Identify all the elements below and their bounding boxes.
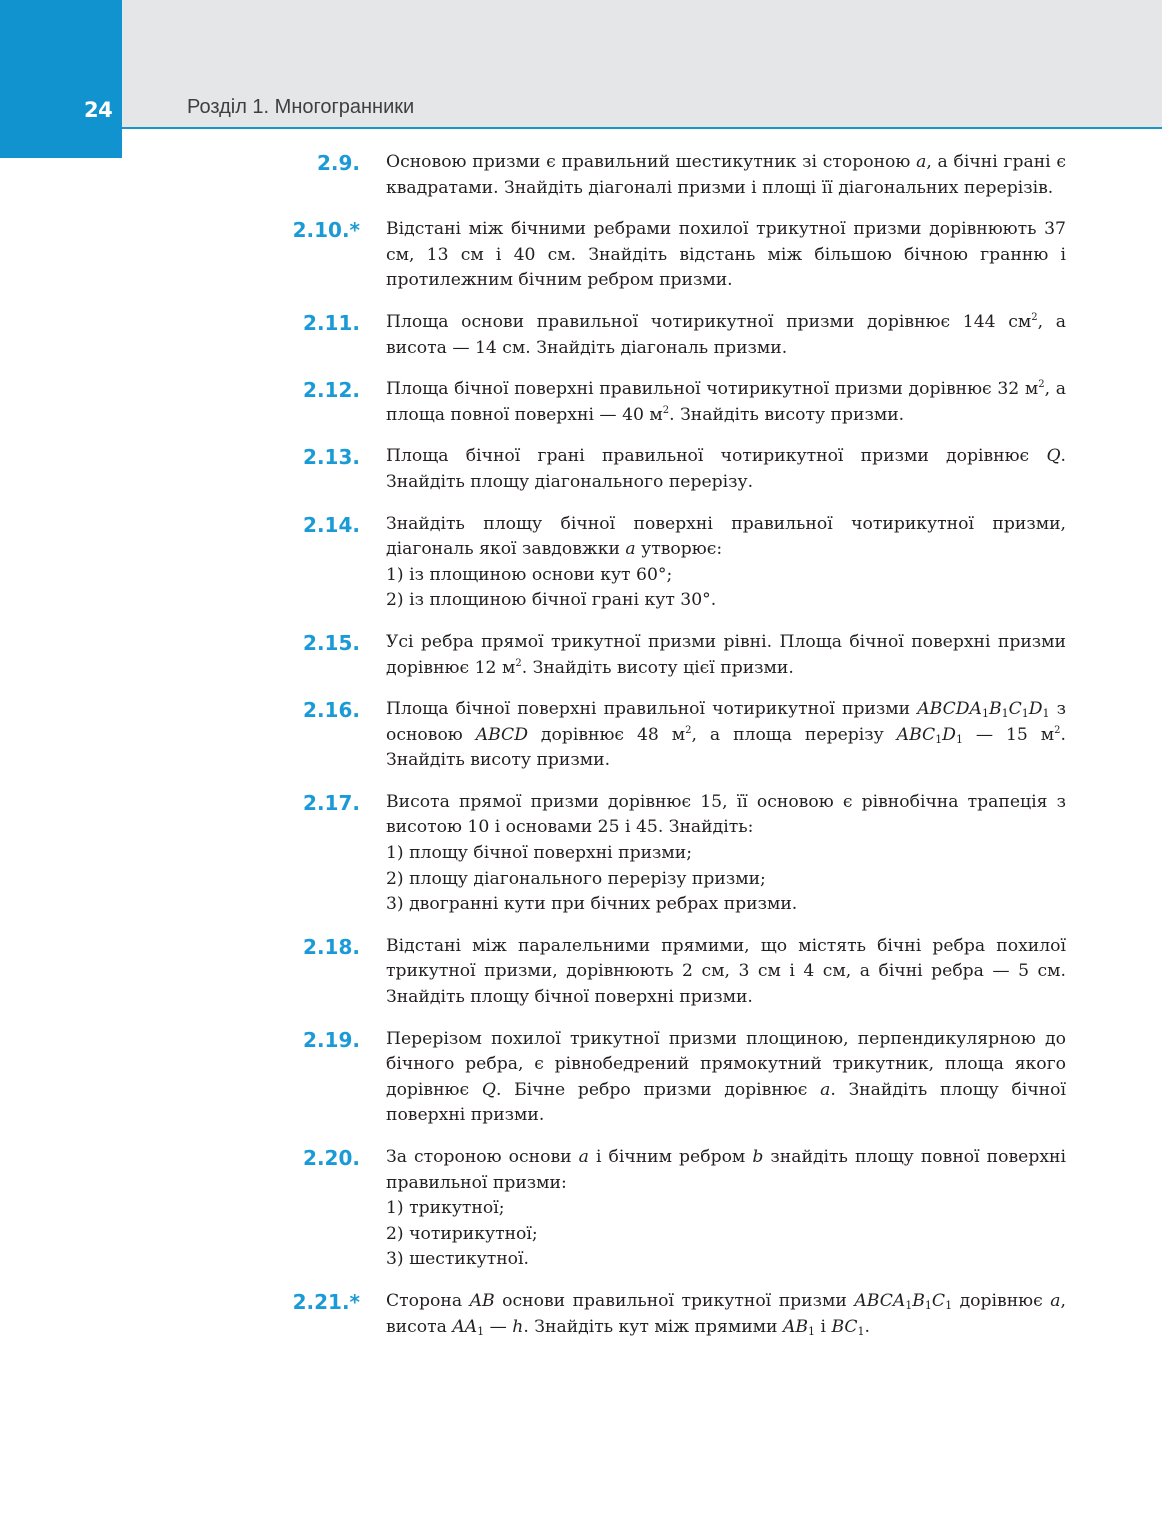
problem (0, 790, 1162, 918)
problem-number: 2.11. (303, 310, 360, 335)
problem-subitem: 2) чотирикутної; (386, 1223, 538, 1244)
problem-number: 2.10.* (292, 218, 360, 243)
problem-text (386, 377, 1066, 428)
problem-number: 2.18. (303, 934, 360, 959)
page-header (0, 0, 1162, 128)
problem-statement: Площа бічної поверхні правильної чотирикутної призми дорівнює 32 $м^2$, а площа повної поверхні — 40 $м^2$. Знайдіть висоту призми. (386, 379, 1066, 425)
problem-text (386, 217, 1066, 294)
problem (0, 377, 1162, 428)
problem-number: 2.19. (303, 1027, 360, 1052)
problem-text (386, 697, 1066, 774)
problem (0, 217, 1162, 294)
problem-statement: Усі ребра прямої трикутної призми рівні. Площа бічної поверхні призми дорівнює 12 $м^2$. Знайдіть висоту цієї призми. (386, 631, 1066, 678)
problem (0, 150, 1162, 201)
problem-text (386, 934, 1066, 1011)
problem (0, 1027, 1162, 1129)
page-number-tab (0, 0, 122, 158)
problem-text (386, 512, 1066, 614)
problem-subitem: 3) шестикутної. (386, 1249, 529, 1270)
problem-text (386, 1289, 1066, 1340)
problem-statement: Перерізом похилої трикутної призми площиною, перпендикулярною до бічного ребра, є рівнобедрений прямокутний трикутник, площа якого дорівнює Q. Бічне ребро призми дорівнює a. Знайдіть площу бічної поверхні призми. (386, 1028, 1066, 1126)
problem-subitem: 1) із площиною основи кут 60°; (386, 564, 673, 585)
problem-statement: Відстані між паралельними прямими, що містять бічні ребра похилої трикутної призми, дорівнюють 2 см, 3 см і 4 см, а бічні ребра — 5 см. Знайдіть площу бічної поверхні призми. (386, 935, 1066, 1008)
problem-text (386, 444, 1066, 495)
problem-number: 2.20. (303, 1146, 360, 1170)
problem-statement: Знайдіть площу бічної поверхні правильної чотирикутної призми, діагональ якої завдовжки a утворює: (386, 513, 1066, 560)
problem-statement: Сторона AB основи правильної трикутної призми $ABCA_1B_1C_1$ дорівнює a, висота $AA_1$ — h. Знайдіть кут між прямими $AB_1$ і $BC_1$. (386, 1290, 1066, 1338)
problem (0, 934, 1162, 1011)
problem (0, 630, 1162, 681)
problem-statement: Площа бічної поверхні правильної чотирикутної призми $ABCDA_1B_1C_1D_1$ з основою ABCD дорівнює 48 $м^2$, а площа перерізу $ABC_1D_1$ — 15 $м^2$. Знайдіть висоту призми. (386, 699, 1067, 771)
problem-subitem: 2) площу діагонального перерізу призми; (386, 868, 766, 889)
problem-text (386, 790, 1066, 918)
problem-text (386, 150, 1066, 201)
problem-text (386, 630, 1066, 681)
problem-statement: Відстані між бічними ребрами похилої трикутної призми дорівнюють 37 см, 13 см і 40 см. Знайдіть відстань між більшою бічною гранню і протилежним бічним ребром призми. (386, 219, 1066, 291)
problem-statement: За стороною основи a і бічним ребром b знайдіть площу повної поверхні правильної призми: (386, 1147, 1066, 1193)
page-number: 24 (84, 98, 113, 122)
problem-subitem: 2) із площиною бічної грані кут 30°. (386, 590, 717, 611)
problem-statement: Площа бічної грані правильної чотирикутної призми дорівнює Q. Знайдіть площу діагонального перерізу. (386, 446, 1066, 492)
chapter-title: Розділ 1. Многогранники (187, 96, 415, 118)
problem-number: 2.17. (303, 790, 360, 815)
problem (0, 310, 1162, 361)
problem-text (386, 310, 1066, 361)
problem-text (386, 1145, 1066, 1273)
problem-subitem: 1) трикутної; (386, 1198, 505, 1219)
problem-list (0, 150, 1162, 1356)
problem (0, 1289, 1162, 1340)
header-divider (122, 127, 1162, 129)
problem (0, 1145, 1162, 1273)
problem-subitem: 3) двогранні кути при бічних ребрах призми. (386, 894, 798, 915)
problem-number: 2.13. (303, 445, 360, 470)
problem-number: 2.9. (316, 151, 360, 175)
problem-statement: Висота прямої призми дорівнює 15, її основою є рівнобічна трапеція з висотою 10 і основами 25 і 45. Знайдіть: (386, 791, 1066, 838)
problem-statement: Площа основи правильної чотирикутної призми дорівнює 144 $см^2$, а висота — 14 см. Знайдіть діагональ призми. (386, 311, 1066, 358)
problem-number: 2.21.* (292, 1289, 360, 1314)
problem-number: 2.16. (303, 698, 360, 723)
problem-statement: Основою призми є правильний шестикутник зі стороною a, а бічні грані є квадратами. Знайдіть діагоналі призми і площі її діагональних перерізів. (386, 152, 1067, 198)
problem-text (386, 1027, 1066, 1129)
problem (0, 444, 1162, 495)
problem (0, 512, 1162, 614)
problem-number: 2.15. (303, 630, 360, 655)
problem (0, 697, 1162, 774)
problem-subitem: 1) площу бічної поверхні призми; (386, 843, 693, 864)
problem-number: 2.12. (303, 378, 360, 403)
problem-number: 2.14. (303, 512, 360, 537)
